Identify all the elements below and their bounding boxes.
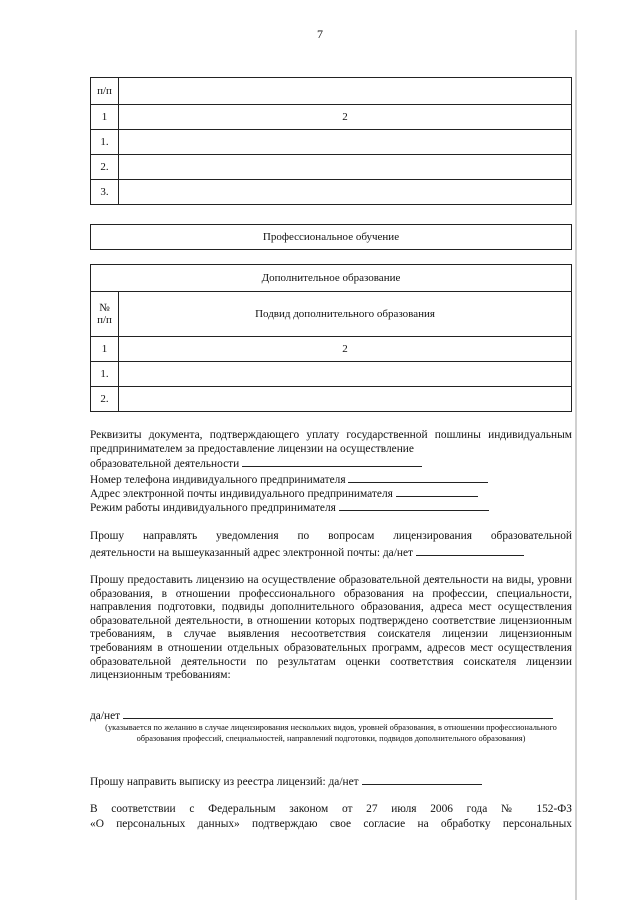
license-request-text: Прошу предоставить лицензию на осуществление образовательной деятельности на виды, уровни образования, в отношении профессионального образования на профессии, специальности, направления подготовки, подвиды дополнительного образования, адреса мест осуществления образовательной деятельности, в отношении которых подтверждено соответствие лицензионным требованиям, в случае выявления несоответствия соискателя лицензии лицензионным требованиям в отношении отдельных образовательных программ, адресов мест осуществления образовательной деятельности по результатам оценки соответствия соискателя лицензии лицензионным требованиям:: [90, 574, 572, 682]
notify-line-1: Прошу направлять уведомления по вопросам лицензирования образовательной: [90, 530, 572, 542]
table2-header-name: Подвид дополнительного образования: [119, 292, 572, 337]
table2-header-num: [91, 292, 119, 337]
license-request-note: (указывается по желанию в случае лицензирования нескольких видов, уровней образования, в отношении профессионального образования профессий, специальностей, направлений подготовки, подвидов дополнительного образования): [105, 723, 557, 743]
table1-row-value[interactable]: [119, 155, 572, 180]
table1-row-num: 3.: [91, 180, 119, 205]
schedule-field[interactable]: [339, 500, 489, 511]
extract-label: Прошу направить выписку из реестра лицензий: да/нет: [90, 776, 359, 788]
professional-training-header: Профессиональное обучение: [90, 224, 572, 250]
table1-row-num: 2.: [91, 155, 119, 180]
schedule-label: Режим работы индивидуального предпринимателя: [90, 502, 336, 514]
table2-index-1: 1: [91, 337, 119, 362]
table-row: [91, 180, 572, 205]
table2-row-value[interactable]: [119, 387, 572, 412]
table2-row-value[interactable]: [119, 362, 572, 387]
table-row: [91, 130, 572, 155]
table-row: [91, 155, 572, 180]
email-field[interactable]: [396, 486, 478, 497]
additional-education-table: [90, 264, 572, 412]
table2-row-num: 1.: [91, 362, 119, 387]
table-row: [91, 387, 572, 412]
license-yes-no-field[interactable]: [123, 708, 553, 719]
table1-row-value[interactable]: [119, 130, 572, 155]
table1-row-value[interactable]: [119, 180, 572, 205]
license-yes-no-label: да/нет: [90, 710, 121, 722]
phone-field[interactable]: [348, 472, 488, 483]
payment-requisites-text: Реквизиты документа, подтверждающего уплату государственной пошлины индивидуальным предпринимателем за предоставление лицензии на осуществление: [90, 429, 572, 455]
consent-line-2: «О персональных данных» подтверждаю свое согласие на обработку персональных: [90, 818, 572, 830]
table1-index-1: 1: [91, 105, 119, 130]
schedule-line: [90, 500, 572, 516]
table2-row-num: 2.: [91, 387, 119, 412]
programs-table: [90, 77, 572, 205]
extract-line: [90, 774, 572, 790]
table2-index-2: 2: [119, 337, 572, 362]
notify-choice-field[interactable]: [416, 545, 524, 556]
payment-requisites-field[interactable]: [242, 456, 422, 467]
phone-label: Номер телефона индивидуального предпринимателя: [90, 474, 346, 486]
table1-row-num: 1.: [91, 130, 119, 155]
table1-index-2: 2: [119, 105, 572, 130]
page-edge-mark: [575, 30, 577, 900]
notify-label: деятельности на вышеуказанный адрес электронной почты: да/нет: [90, 547, 414, 559]
email-label: Адрес электронной почты индивидуального предпринимателя: [90, 488, 393, 500]
table2-header-num-label: п/п: [97, 314, 112, 326]
consent-line-1: В соответствии с Федеральным законом от 27 июля 2006 года № 152-ФЗ: [90, 803, 572, 815]
notify-line-2: [90, 545, 572, 561]
table2-header-num-symbol: №: [99, 302, 110, 314]
extract-choice-field[interactable]: [362, 774, 482, 785]
table-row: [91, 362, 572, 387]
page-number: 7: [317, 27, 323, 41]
table1-header-num: п/п: [91, 78, 119, 105]
payment-requisites-label: образовательной деятельности: [90, 458, 240, 470]
table1-header-name: [119, 78, 572, 105]
table2-title: Дополнительное образование: [91, 265, 572, 292]
payment-requisites-last-line: [90, 456, 572, 472]
